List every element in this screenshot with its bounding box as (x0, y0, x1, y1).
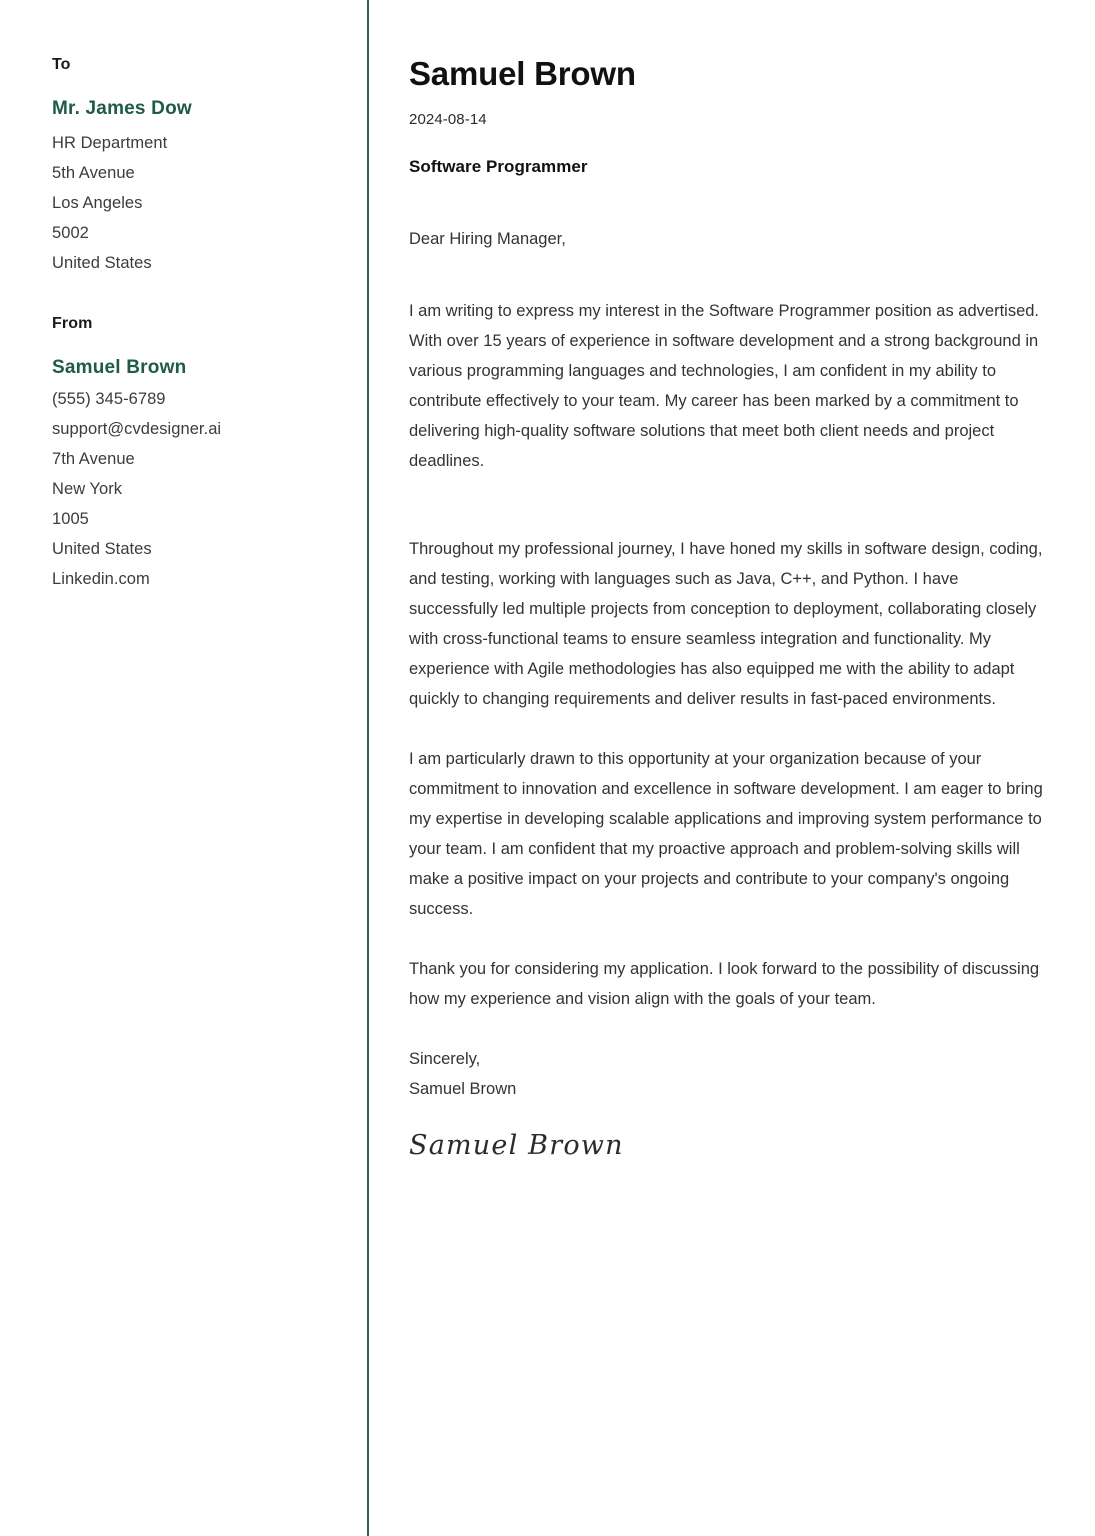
letter-salutation: Dear Hiring Manager, (409, 229, 566, 248)
recipient-detail-city: Los Angeles (52, 193, 143, 212)
sender-country: United States (52, 539, 152, 558)
letter-job-title: Software Programmer (409, 157, 588, 177)
contact-sidebar (52, 55, 342, 594)
letter-date: 2024-08-14 (409, 110, 487, 128)
signature: Samuel Brown (409, 1130, 624, 1162)
sender-website: Linkedin.com (52, 569, 150, 588)
recipient-detail-department: HR Department (52, 133, 168, 152)
sender-city: New York (52, 479, 123, 498)
letter-paragraph: Throughout my professional journey, I have honed my skills in software design, coding, and testing, working with languages such as Java, C++, and Python. I have successfully led multiple projects from conception to deployment, collaborating closely with cross-functional teams to ensure seamless integration and functionality. My experience with Agile methodologies has also equipped me with the ability to adapt quickly to changing requirements and deliver results in fast-paced environments. (409, 540, 1043, 709)
sender-name: Samuel Brown (52, 357, 187, 379)
recipient-heading: To (52, 56, 71, 73)
letter-closing-salutation: Sincerely, (409, 1050, 481, 1069)
sender-phone: (555) 345-6789 (52, 389, 166, 408)
recipient-detail-street: 5th Avenue (52, 163, 135, 182)
recipient-name: Mr. James Dow (52, 98, 192, 120)
recipient-detail-country: United States (52, 253, 152, 272)
sender-postcode: 1005 (52, 509, 89, 528)
recipient-detail-postcode: 5002 (52, 223, 89, 242)
column-divider (367, 0, 369, 1536)
letter-body (409, 55, 1049, 1163)
letter-author-name: Samuel Brown (409, 55, 636, 92)
letter-paragraph: Thank you for considering my application. I look forward to the possibility of discussing how my experience and vision align with the goals of your team. (409, 960, 1040, 1009)
recipient-block (52, 55, 342, 278)
letter-closing-name: Samuel Brown (409, 1080, 517, 1099)
sender-email: support@cvdesigner.ai (52, 419, 222, 438)
letter-paragraph: I am particularly drawn to this opportunity at your organization because of your commitment to innovation and excellence in software development. I am eager to bring my expertise in developing scalable applications and improving system performance to your team. I am confident that my proactive approach and problem-solving skills will make a positive impact on your projects and contribute to your company's ongoing success. (409, 750, 1043, 919)
letter-paragraph: I am writing to express my interest in the Software Programmer position as advertised. With over 15 years of experience in software development and a strong background in various programming languages and technologies, I am confident in my ability to contribute effectively to your team. My career has been marked by a commitment to delivering high-quality software solutions that meet both client needs and project deadlines. (409, 302, 1040, 471)
sender-street: 7th Avenue (52, 449, 135, 468)
sender-heading: From (52, 314, 93, 332)
sender-block (52, 314, 342, 594)
